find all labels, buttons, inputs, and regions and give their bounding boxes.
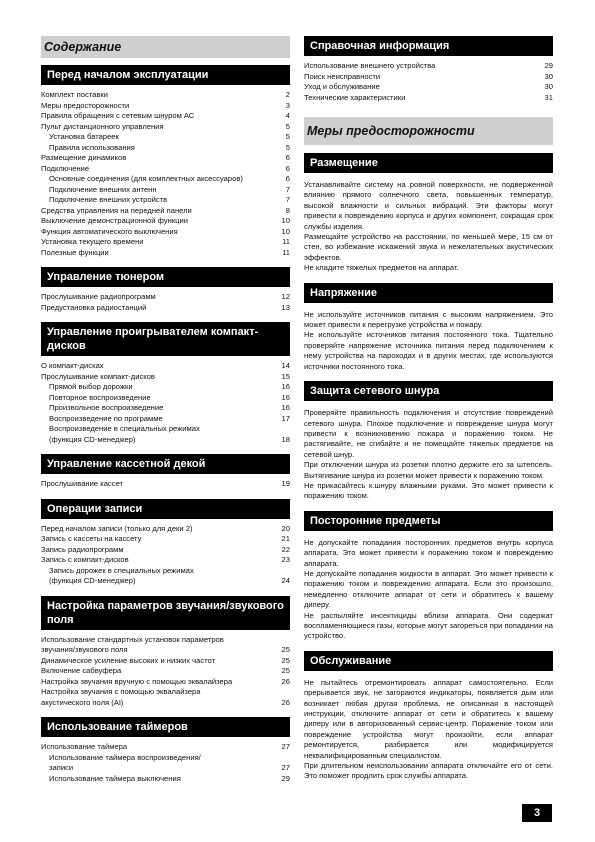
paragraph: Проверяйте правильность подключения и отсутствие повреждений сетевого шнура. Плохое подключение и повреждение шнура могут привести к возникновению пожара и поражению током. Не растягивайте, не сгибайте и не помещайте тяжелых предметов на сетевой шнур. [304,408,553,459]
toc-item-text: Поиск неисправности [304,71,381,81]
toc-item-text: записи [49,763,74,772]
toc-item-page [286,635,290,646]
toc-item [41,687,290,698]
toc-item-text: Подключение внешних антенн [49,184,157,194]
toc-item-text: Выключение демонстрационной функции [41,216,188,225]
toc-item-page: 22 [281,544,290,554]
toc-section-heading: Перед началом эксплуатации [41,65,290,85]
toc-item [41,206,290,217]
toc-item [304,72,553,83]
toc-item-page: 5 [285,132,290,141]
toc-item [41,303,290,314]
toc-item [41,479,290,490]
toc-item-text: Правила использования [49,142,135,152]
toc-item-page: 30 [544,71,553,81]
toc-section-heading: Управление кассетной декой [41,454,290,474]
toc-section-heading: Использование таймеров [41,717,290,737]
toc-item-text: Комплект поставки [41,90,108,99]
toc-item [41,435,290,446]
toc-item [41,566,290,577]
toc-item [41,393,290,404]
toc-item-text: акустического поля (AI) [41,697,124,707]
toc-item-text: (функция CD-менеджер) [49,434,136,444]
toc-item-page: 18 [281,434,290,444]
toc-item-text: Функция автоматического выключения [41,226,178,236]
toc-item-page: 16 [281,382,290,391]
toc-item-page: 30 [544,82,553,91]
toc-item [41,216,290,227]
toc-item-page: 15 [281,371,290,381]
paragraph: Не используйте источников питания постоянного тока. Тщательно проверяйте напряжение источника питания перед подключением к нему устройства на пароходах и в других местах, где используются источники постоянного тока. [304,330,553,371]
toc-item-page: 24 [281,576,290,585]
toc-item-text: Меры предосторожности [41,100,130,110]
paragraph: Не распыляйте инсектициды вблизи аппарата. Они содержат воспламеняющиеся газы, которые могут загореться при попадании на устройство. [304,610,553,641]
toc-item-text: Использование внешнего устройства [304,61,436,70]
toc-item-text: Подключение внешних устройств [49,195,168,204]
section-body [304,538,553,642]
toc-item [41,361,290,372]
toc-item-page: 7 [285,184,290,194]
toc-item [41,742,290,753]
paragraph: Не используйте источников питания с высоким напряжением. Это может привести к перегрузке устройства и пожару. [304,309,553,330]
toc-item [41,153,290,164]
toc-item-page: 13 [281,302,290,312]
toc-item-text: Использование таймера выключения [49,773,181,783]
toc-item-text: Произвольное воспроизведение [49,403,164,412]
toc-item-page [286,424,290,435]
toc-item-text: Использование стандартных установок параметров [41,634,224,644]
toc-item-text: Основные соединения (для комплектных аксессуаров) [49,174,243,183]
toc-list [41,635,290,709]
toc-item-text: Включение сабвуфера [41,666,122,675]
toc-item-page: 11 [282,247,290,257]
toc-item-text: Средства управления на передней панели [41,205,192,215]
toc-item [41,524,290,535]
toc-item-page: 25 [281,645,290,654]
toc-item [41,227,290,238]
toc-section-heading: Управление тюнером [41,267,290,287]
toc-item [41,237,290,248]
toc-section-heading: Управление проигрывателем компакт-дисков [41,322,290,356]
paragraph: При длительном неиспользовании аппарата отключайте его от сети. Это поможет продлить срок службы аппарата. [304,761,553,781]
toc-item [304,93,553,104]
precautions-title: Меры предосторожности [304,117,553,145]
toc-list [41,742,290,784]
toc-item-text: Динамическое усиление высоких и низких частот [41,655,216,665]
toc-item-text: Настройка звучания вручную с помощью эквалайзера [41,676,233,686]
toc-item-page: 29 [544,61,553,70]
toc-item-page: 19 [281,479,290,488]
toc-item [41,111,290,122]
toc-item-text: Использование таймера [41,742,128,751]
toc-item-text: Перед началом записи (только для деки 2) [41,523,193,533]
toc-sections [41,65,290,784]
toc-item-text: Предустановка радиостанций [41,302,147,312]
toc-item-page: 31 [544,92,553,102]
toc-item [41,414,290,425]
toc-item [41,534,290,545]
toc-item [41,122,290,133]
toc-item-page: 4 [285,111,290,120]
toc-item [41,132,290,143]
toc-item-text: Полезные функции [41,247,109,257]
toc-item [41,185,290,196]
toc-item-page: 8 [285,205,290,215]
page-number: 3 [522,804,552,822]
toc-item-text: Размещение динамиков [41,153,127,162]
toc-item-text: звучания/звукового поля [41,645,128,654]
toc-item-text: Запись с компакт-дисков [41,555,129,564]
toc-item-page: 10 [281,226,290,236]
paragraph: Устанавливайте систему на ровной поверхности, не подверженной влиянию прямого солнечного света, повышенных температур, высокой влажности и сильных вибраций. Эти факторы могут привести к повреждению корпуса и других компонент, сокращая срок службы изделия. [304,180,553,231]
toc-item [41,101,290,112]
toc-item-page: 2 [285,90,290,99]
toc-section-heading: Операции записи [41,499,290,519]
section-body [304,408,553,502]
toc-item [41,635,290,646]
toc-item-page: 3 [285,100,290,110]
toc-item-page: 29 [281,773,290,783]
toc-item-page: 23 [281,555,290,564]
toc-item [41,774,290,785]
toc-item [41,424,290,435]
toc-item-page: 25 [281,655,290,665]
toc-item-text: Установка батареек [49,132,119,141]
toc-list [41,524,290,587]
toc-item-page: 17 [281,413,290,423]
toc-list [41,479,290,490]
toc-item-text: Прослушивание компакт-дисков [41,371,155,381]
toc-item-page: 21 [281,534,290,543]
toc-item [41,753,290,764]
paragraph: Размещайте устройство на расстоянии, по меньшей мере, 15 см от стен, во избежание искажений звука и нежелательных акустических эффектов. [304,232,553,262]
toc-item-text: Правила обращения с сетевым шнуром АС [41,111,195,120]
section-heading: Обслуживание [304,651,553,671]
toc-item-page: 16 [281,403,290,412]
toc-list [41,361,290,445]
reference-list [304,61,553,103]
toc-item [41,545,290,556]
toc-item-text: Воспроизведение по программе [49,413,163,423]
toc-item [41,555,290,566]
toc-item [41,666,290,677]
toc-item-text: (функция CD-менеджер) [49,576,136,585]
toc-item [41,403,290,414]
toc-item-page: 26 [281,676,290,686]
toc-item [41,677,290,688]
toc-item [304,82,553,93]
toc-item-text: Настройка звучания с помощью эквалайзера [41,687,201,696]
toc-item [41,164,290,175]
toc-item-text: Установка текущего времени [41,237,144,246]
section-body [304,678,553,782]
paragraph: Не кладите тяжелых предметов на аппарат. [304,263,459,273]
toc-item-page [286,566,290,577]
paragraph: Не прикасайтесь к.шнуру влажными руками. Это может привести к поражению током. [304,480,553,501]
toc-item [41,656,290,667]
section-heading: Посторонние предметы [304,511,553,531]
right-column [304,36,553,791]
toc-item-page [286,753,290,764]
toc-item-text: Уход и обслуживание [304,82,380,91]
paragraph: Не допускайте попадания жидкости в аппарат. Это может привести к поражению током и повреждению аппарата. Если это произошло, немедленно отключите аппарат от сети и обратитесь к вашему диперу. [304,568,553,610]
toc-item [304,61,553,72]
toc-title: Содержание [41,36,290,58]
toc-item [41,645,290,656]
toc-item-page: 6 [285,174,290,183]
reference-heading: Справочная информация [304,36,553,56]
toc-item [41,90,290,101]
toc-item-text: Запись дорожек в специальных режимах [49,565,194,575]
toc-item-page: 6 [285,153,290,162]
toc-item [41,763,290,774]
toc-item-text: Прослушивание радиопрограмм [41,292,156,301]
toc-item-page: 10 [281,216,290,225]
toc-item [41,248,290,259]
toc-item-page [286,687,290,698]
toc-item [41,292,290,303]
paragraph: Не допускайте попадания посторонних предметов внутрь корпуса аппарата. Это может привести к поражению током и повреждению аппарата. [304,537,553,568]
toc-item [41,576,290,587]
toc-item-text: О компакт-дисках [41,361,104,370]
toc-item [41,382,290,393]
toc-item [41,143,290,154]
toc-item-text: Технические характеристики [304,92,406,102]
toc-list [41,292,290,313]
toc-item-text: Воспроизведение в специальных режимах [49,424,200,433]
toc-item-page: 6 [285,163,290,173]
toc-item-page: 7 [285,195,290,204]
section-heading: Напряжение [304,283,553,303]
toc-item-page: 27 [281,742,290,751]
toc-section-heading: Настройка параметров звучания/звукового поля [41,596,290,630]
section-body [304,310,553,372]
precautions-sections [304,153,553,782]
toc-item-page: 27 [281,763,290,772]
toc-item-page: 5 [285,121,290,131]
paragraph: Не пытайтесь отремонтировать аппарат самостоятельно. Если прерывается звук, не загораются индикаторы, появляется дым или возникает любая другая проблема, не описанная в настоящей инструкции, отключите аппарат от сети и обратитесь к вашему диперу или в авторизованный сервис-центр. Поражение током или повреждение устройства могут произойти, если аппарат ремонтируется, разбирается или модифицируется неквалифицированным специалистом. [304,677,553,760]
toc-item-page: 26 [281,697,290,707]
left-column [41,36,290,793]
toc-item-text: Прослушивание кассет [41,479,123,488]
toc-item [41,698,290,709]
toc-item-text: Повторное воспроизведение [49,392,151,402]
toc-item-text: Запись радиопрограмм [41,544,124,554]
toc-item-page: 25 [281,666,290,675]
toc-item-page: 16 [281,392,290,402]
toc-item-text: Прямой выбор дорожки [49,382,133,391]
toc-item-page: 20 [281,523,290,533]
toc-item-text: Использование таймера воспроизведения/ [49,752,201,762]
toc-item-text: Пульт дистанционного управления [41,121,164,131]
toc-item-text: Подключение [41,163,90,173]
toc-item [41,195,290,206]
toc-item-page: 5 [285,142,290,152]
section-body [304,180,553,274]
paragraph: При отключении шнура из розетки плотно держите его за штепсель. Вытягивание шнура из розетки может привести к поражению током. [304,460,553,480]
toc-item-page: 12 [281,292,290,301]
section-heading: Защита сетевого шнура [304,381,553,401]
toc-list [41,90,290,258]
toc-item-page: 14 [281,361,290,370]
toc-item [41,174,290,185]
toc-item-text: Запись с кассеты на кассету [41,534,142,543]
toc-item [41,372,290,383]
toc-item-page: 11 [282,237,290,246]
section-heading: Размещение [304,153,553,173]
